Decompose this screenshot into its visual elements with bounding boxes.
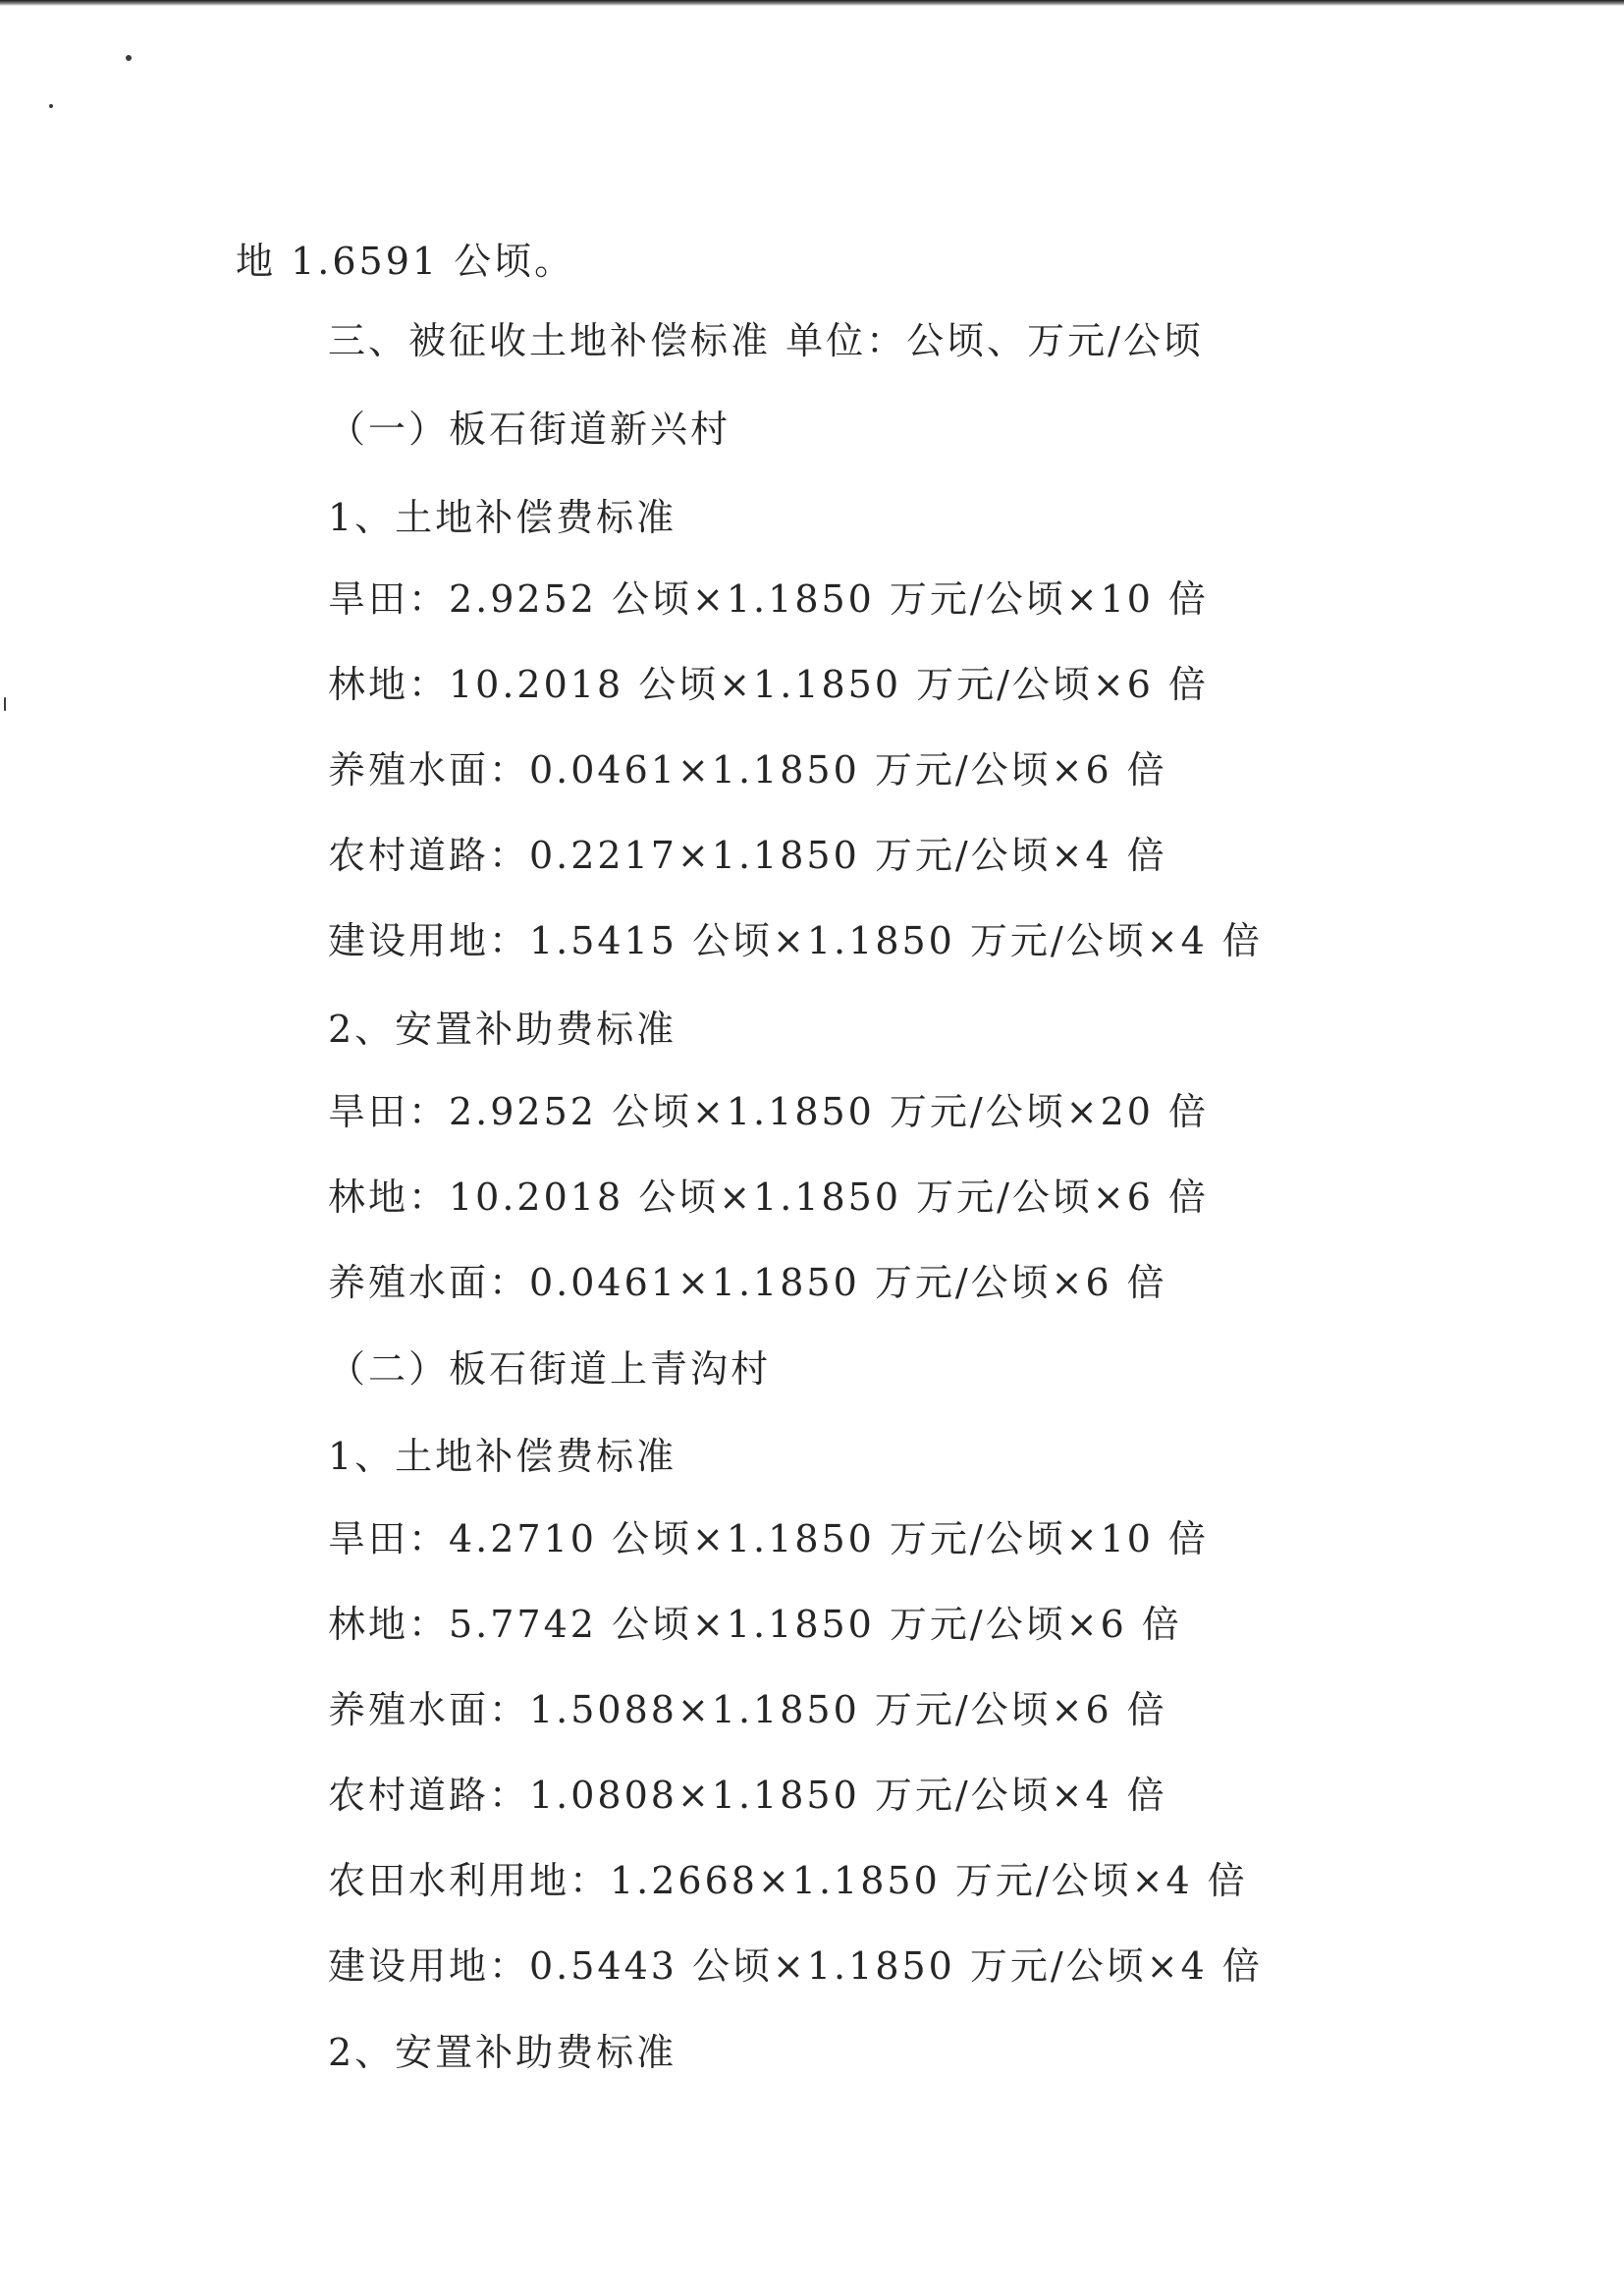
item-heading: 2、安置补助费标准 — [328, 2031, 677, 2074]
item-heading: 1、土地补偿费标准 — [328, 496, 677, 539]
item-heading: 1、土地补偿费标准 — [328, 1435, 677, 1478]
text-line: 林地：5.7742 公顷×1.1850 万元/公顷×6 倍 — [328, 1603, 1182, 1646]
scan-speck — [49, 104, 53, 108]
scan-top-edge — [0, 0, 1624, 6]
text-line: 建设用地：0.5443 公顷×1.1850 万元/公顷×4 倍 — [328, 1944, 1263, 1988]
text-line: 旱田：4.2710 公顷×1.1850 万元/公顷×10 倍 — [328, 1517, 1210, 1560]
text-line: 农田水利用地：1.2668×1.1850 万元/公顷×4 倍 — [328, 1859, 1248, 1902]
text-line: 建设用地：1.5415 公顷×1.1850 万元/公顷×4 倍 — [328, 919, 1263, 962]
text-line: 养殖水面：0.0461×1.1850 万元/公顷×6 倍 — [328, 748, 1167, 792]
text-line: 农村道路：1.0808×1.1850 万元/公顷×4 倍 — [328, 1774, 1167, 1817]
section-heading: 三、被征收土地补偿标准 单位：公顷、万元/公顷 — [328, 319, 1204, 362]
item-heading: 2、安置补助费标准 — [328, 1008, 677, 1051]
text-line: 旱田：2.9252 公顷×1.1850 万元/公顷×10 倍 — [328, 577, 1210, 621]
text-line: 旱田：2.9252 公顷×1.1850 万元/公顷×20 倍 — [328, 1090, 1210, 1133]
text-line: 农村道路：0.2217×1.1850 万元/公顷×4 倍 — [328, 834, 1167, 877]
scan-speck — [126, 55, 132, 61]
text-line: 地 1.6591 公顷。 — [236, 240, 575, 283]
subsection-heading: （二）板石街道上青沟村 — [328, 1347, 772, 1391]
text-line: 养殖水面：0.0461×1.1850 万元/公顷×6 倍 — [328, 1261, 1167, 1304]
scan-speck — [4, 697, 6, 711]
subsection-heading: （一）板石街道新兴村 — [328, 408, 731, 451]
text-line: 林地：10.2018 公顷×1.1850 万元/公顷×6 倍 — [328, 1175, 1210, 1219]
text-line: 养殖水面：1.5088×1.1850 万元/公顷×6 倍 — [328, 1688, 1167, 1731]
text-line: 林地：10.2018 公顷×1.1850 万元/公顷×6 倍 — [328, 663, 1210, 706]
